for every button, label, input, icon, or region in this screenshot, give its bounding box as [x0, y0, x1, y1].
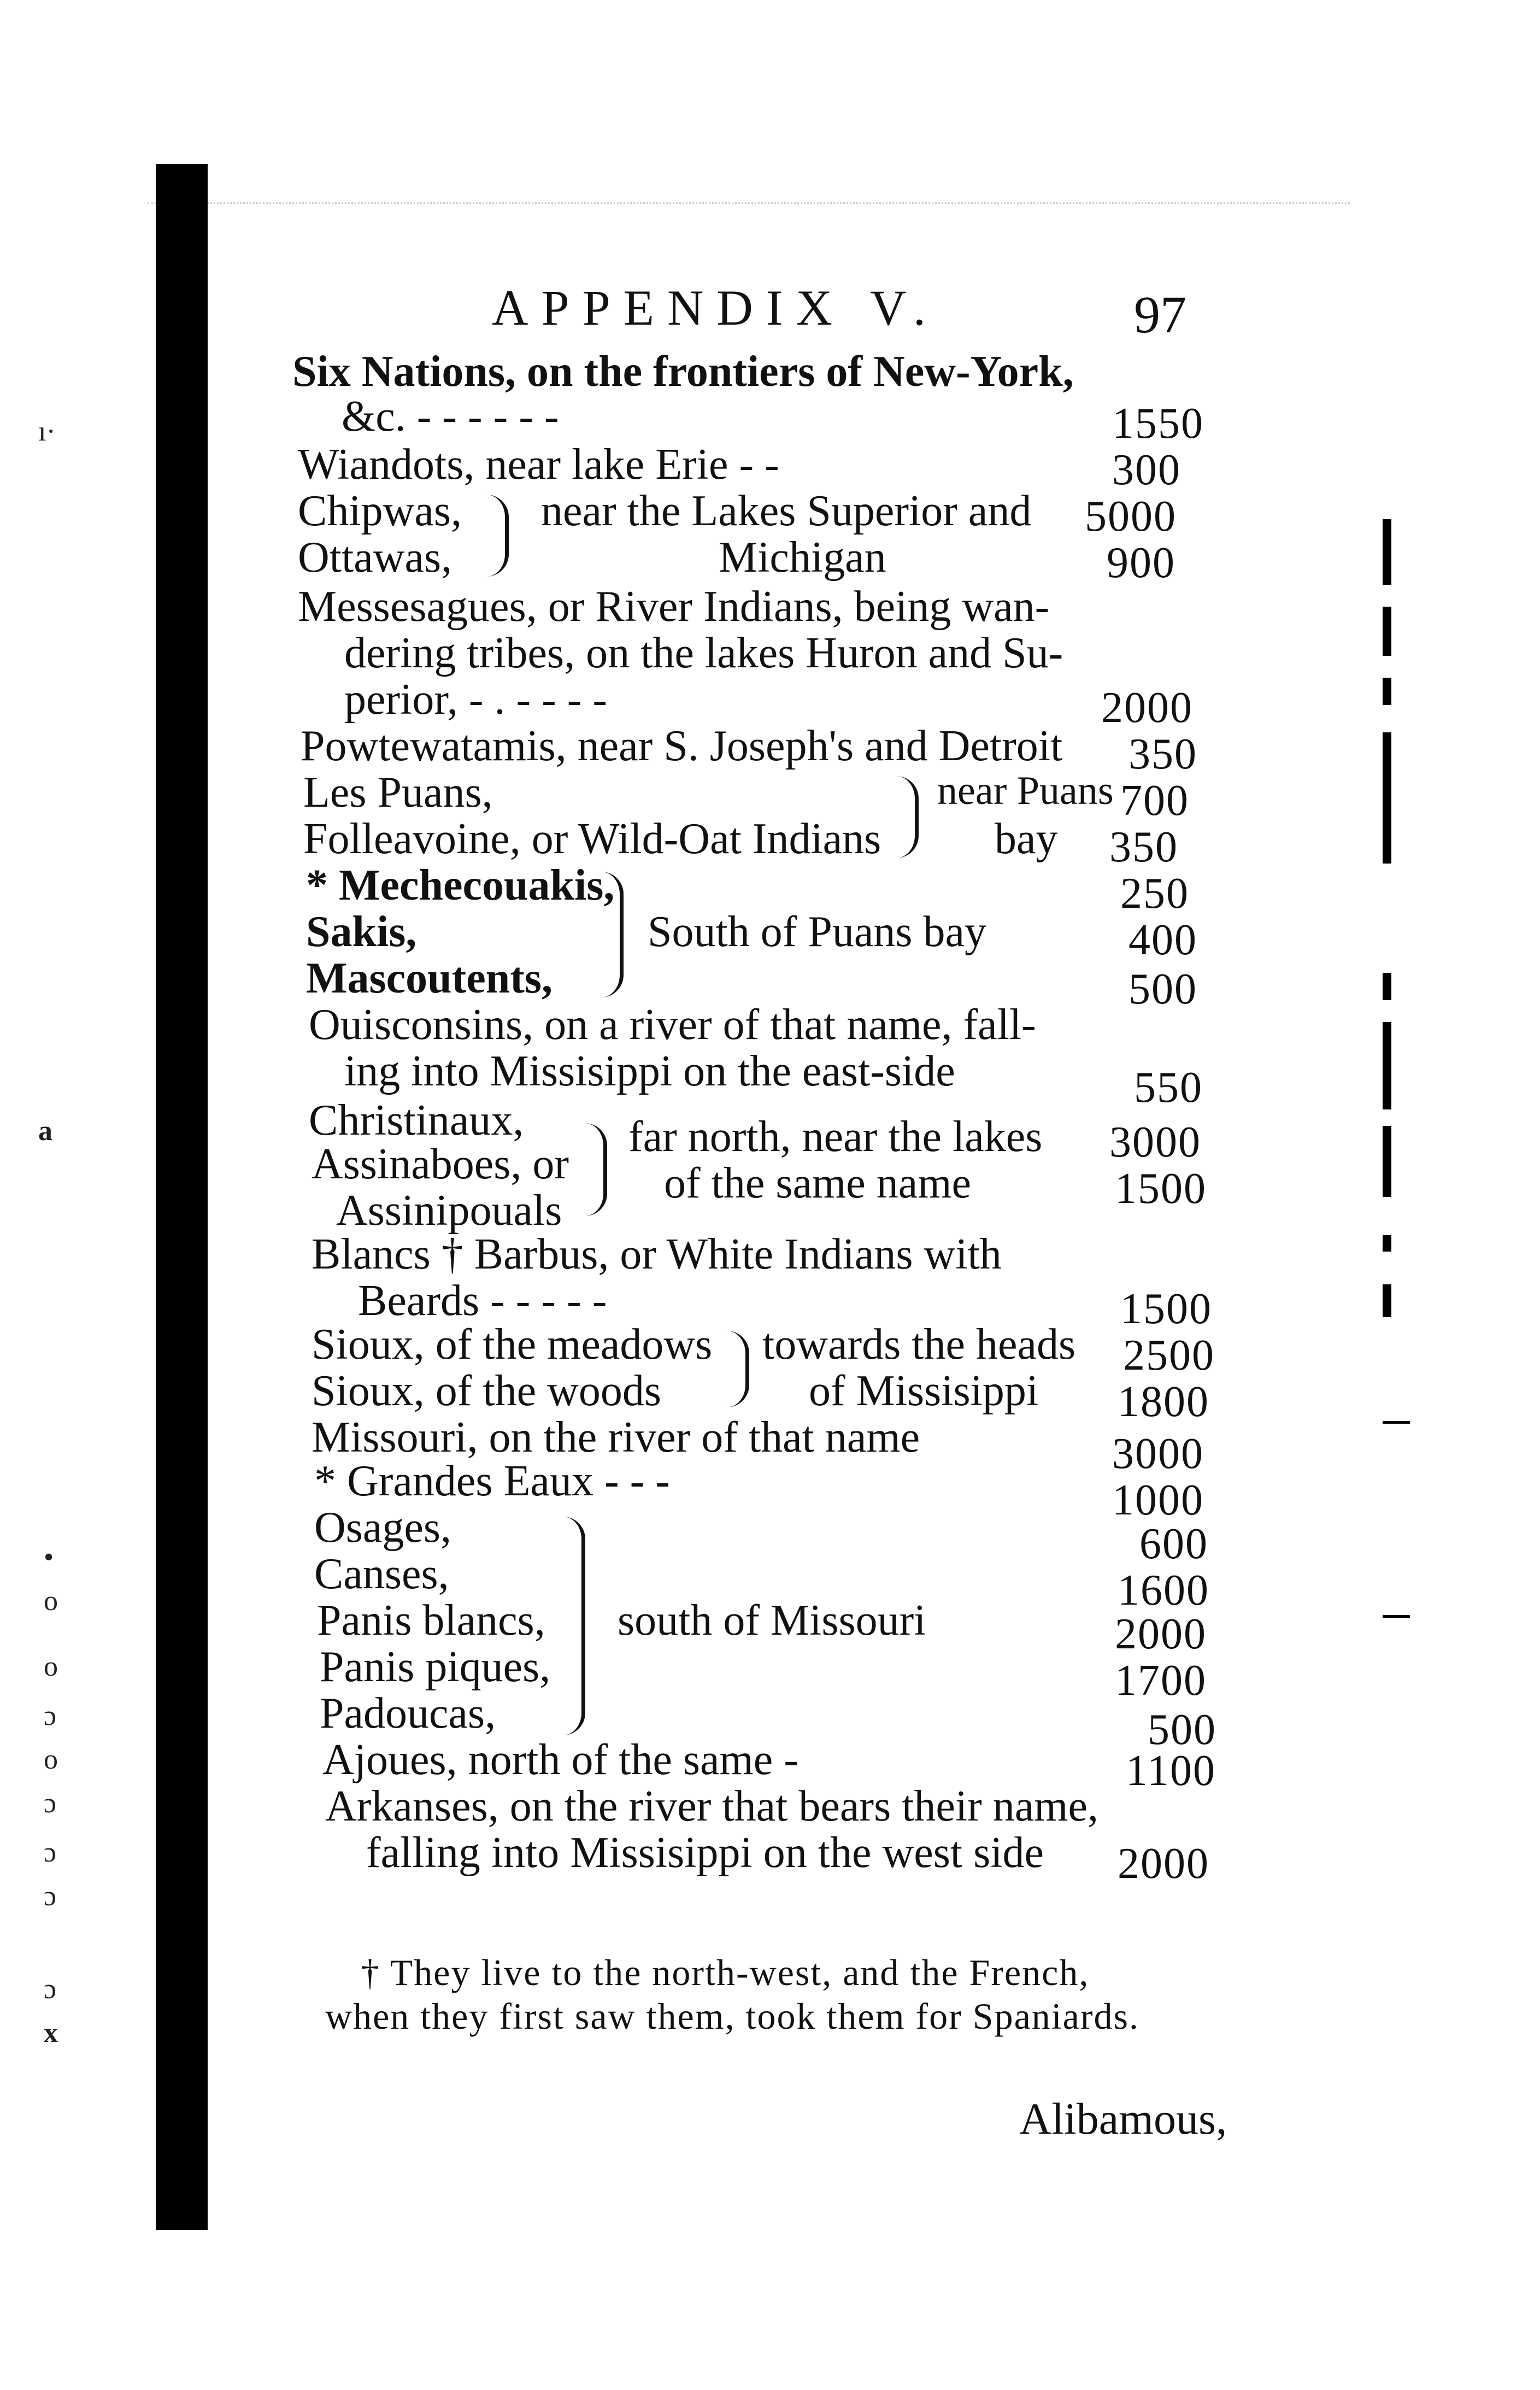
entry-name-line: falling into Missisippi on the west side	[366, 1829, 1044, 1877]
entry-name-line: Messesagues, or River Indians, being wan-	[298, 583, 1050, 631]
entry-name: Canses,	[314, 1550, 449, 1598]
entry-name: Les Puans,	[303, 768, 493, 817]
entry-value: 350	[1109, 823, 1178, 871]
page-number: 97	[1134, 285, 1186, 344]
bleed-mark: ɔ	[44, 1700, 57, 1731]
running-head: APPENDIX V.	[492, 280, 939, 336]
entry-name: * Mechecouakis,	[306, 861, 615, 909]
entry-name: Missouri, on the river of that name	[311, 1413, 920, 1461]
entry-value: 1700	[1115, 1657, 1207, 1705]
entry-value: 2000	[1118, 1840, 1209, 1888]
entry-value: 3000	[1112, 1430, 1204, 1478]
entry-name: Sioux, of the meadows	[311, 1320, 713, 1369]
bleed-mark: •	[44, 1542, 54, 1573]
group-note: of Missisippi	[809, 1367, 1039, 1415]
group-note: of the same name	[664, 1159, 971, 1207]
entry-value: 1000	[1112, 1476, 1204, 1524]
entry-name: Christinaux,	[309, 1096, 524, 1144]
bleed-mark	[1383, 1022, 1391, 1109]
group-note: far north, near the lakes	[628, 1113, 1043, 1161]
bleed-mark: ɔ	[44, 1837, 57, 1868]
entry-value: 1550	[1112, 400, 1204, 448]
bleed-mark	[1383, 607, 1391, 656]
entry-name-line: ing into Missisippi on the east-side	[344, 1047, 955, 1095]
entry-name-line: Six Nations, on the frontiers of New-York,	[292, 348, 1074, 396]
entry-value: 1500	[1120, 1285, 1212, 1333]
bleed-mark	[1383, 973, 1391, 1000]
entry-name-line: Ouisconsins, on a river of that name, fall-	[309, 1001, 1036, 1049]
entry-name-line: &c. - - - - - -	[342, 392, 559, 441]
entry-value: 350	[1128, 730, 1197, 778]
entry-name: Panis piques,	[320, 1643, 551, 1691]
entry-name: Sakis,	[306, 908, 417, 956]
bleed-mark: x	[44, 2017, 58, 2048]
page-edge	[148, 202, 1350, 204]
brace	[585, 1123, 607, 1216]
entry-value: 5000	[1085, 492, 1177, 541]
entry-name: Padoucas,	[320, 1689, 496, 1737]
entry-value: 300	[1112, 446, 1181, 494]
entry-name: Chipwas,	[298, 487, 462, 535]
entry-value: 1500	[1115, 1165, 1207, 1213]
group-note: South of Puans bay	[648, 908, 986, 956]
entry-value: 550	[1134, 1064, 1203, 1112]
footnote-line: † They live to the north-west, and the French,	[361, 1952, 1090, 1993]
entry-name-line: Assinipouals	[336, 1187, 562, 1235]
entry-value: 400	[1128, 916, 1197, 964]
entry-name: * Grandes Eaux - - -	[314, 1457, 670, 1505]
group-note: south of Missouri	[618, 1596, 926, 1645]
entry-name-line: Assinaboes, or	[311, 1140, 569, 1188]
entry-name: Mascoutents,	[306, 954, 553, 1002]
group-note: near the Lakes Superior and	[541, 487, 1032, 535]
brace	[727, 1331, 749, 1407]
entry-value: 500	[1148, 1706, 1216, 1754]
entry-value: 700	[1120, 777, 1189, 825]
bleed-mark	[1383, 1284, 1391, 1317]
entry-name: Folleavoine, or Wild-Oat Indians	[303, 815, 881, 863]
bleed-mark	[1383, 1235, 1391, 1252]
entry-name: Ajoues, north of the same -	[322, 1736, 798, 1784]
entry-value: 1100	[1126, 1747, 1216, 1795]
footnote-line: when they first saw them, took them for Spaniards.	[325, 1995, 1139, 2037]
entry-value: 250	[1120, 870, 1189, 918]
book-spine-shadow	[156, 164, 208, 2230]
bleed-mark: o	[44, 1651, 58, 1682]
entry-name: Panis blancs,	[317, 1596, 545, 1645]
entry-value: 900	[1107, 539, 1175, 587]
entry-name-line: Beards - - - - -	[358, 1277, 607, 1325]
bleed-mark	[1383, 519, 1391, 585]
entry-name-line: Blancs † Barbus, or White Indians with	[311, 1230, 1002, 1278]
entry-name: Powtewatamis, near S. Joseph's and Detroit	[301, 722, 1063, 770]
bleed-mark	[1383, 1421, 1410, 1424]
bleed-mark: ɔ	[44, 1881, 57, 1912]
bleed-mark	[1383, 1126, 1391, 1197]
entry-name-line: perior, - . - - - -	[344, 676, 608, 724]
bleed-mark	[1383, 678, 1391, 705]
group-note: towards the heads	[762, 1320, 1076, 1369]
entry-value: 2000	[1101, 684, 1193, 732]
entry-value: 2000	[1115, 1610, 1207, 1658]
entry-name-line: Arkanses, on the river that bears their name,	[325, 1782, 1099, 1830]
bleed-mark: ɔ	[44, 1788, 57, 1819]
brace	[486, 495, 509, 577]
entry-value: 500	[1128, 965, 1197, 1013]
bleed-mark	[1383, 732, 1391, 864]
bleed-mark: a	[38, 1115, 52, 1147]
catchword: Alibamous,	[1019, 2094, 1227, 2144]
entry-value: 2500	[1123, 1331, 1215, 1379]
entry-value: 1600	[1118, 1566, 1209, 1614]
bleed-mark: ı·	[38, 416, 56, 447]
brace	[896, 776, 919, 858]
group-note: bay	[995, 815, 1058, 863]
entry-value: 600	[1139, 1520, 1208, 1568]
entry-name: Ottawas,	[298, 533, 452, 582]
brace	[563, 1517, 585, 1735]
entry-name: Osages,	[314, 1504, 452, 1552]
entry-name: Wiandots, near lake Erie - -	[298, 441, 779, 489]
entry-value: 3000	[1109, 1118, 1201, 1166]
entry-name: Sioux, of the woods	[311, 1367, 661, 1415]
group-note: near Puans	[937, 768, 1114, 813]
bleed-mark: ɔ	[44, 1974, 57, 2005]
entry-name-line: dering tribes, on the lakes Huron and Su-	[344, 629, 1063, 677]
brace	[601, 872, 624, 997]
bleed-mark	[1383, 1615, 1410, 1618]
bleed-mark: o	[44, 1585, 58, 1617]
group-note: Michigan	[719, 533, 886, 582]
entry-value: 1800	[1118, 1378, 1209, 1426]
bleed-mark: o	[44, 1744, 58, 1775]
